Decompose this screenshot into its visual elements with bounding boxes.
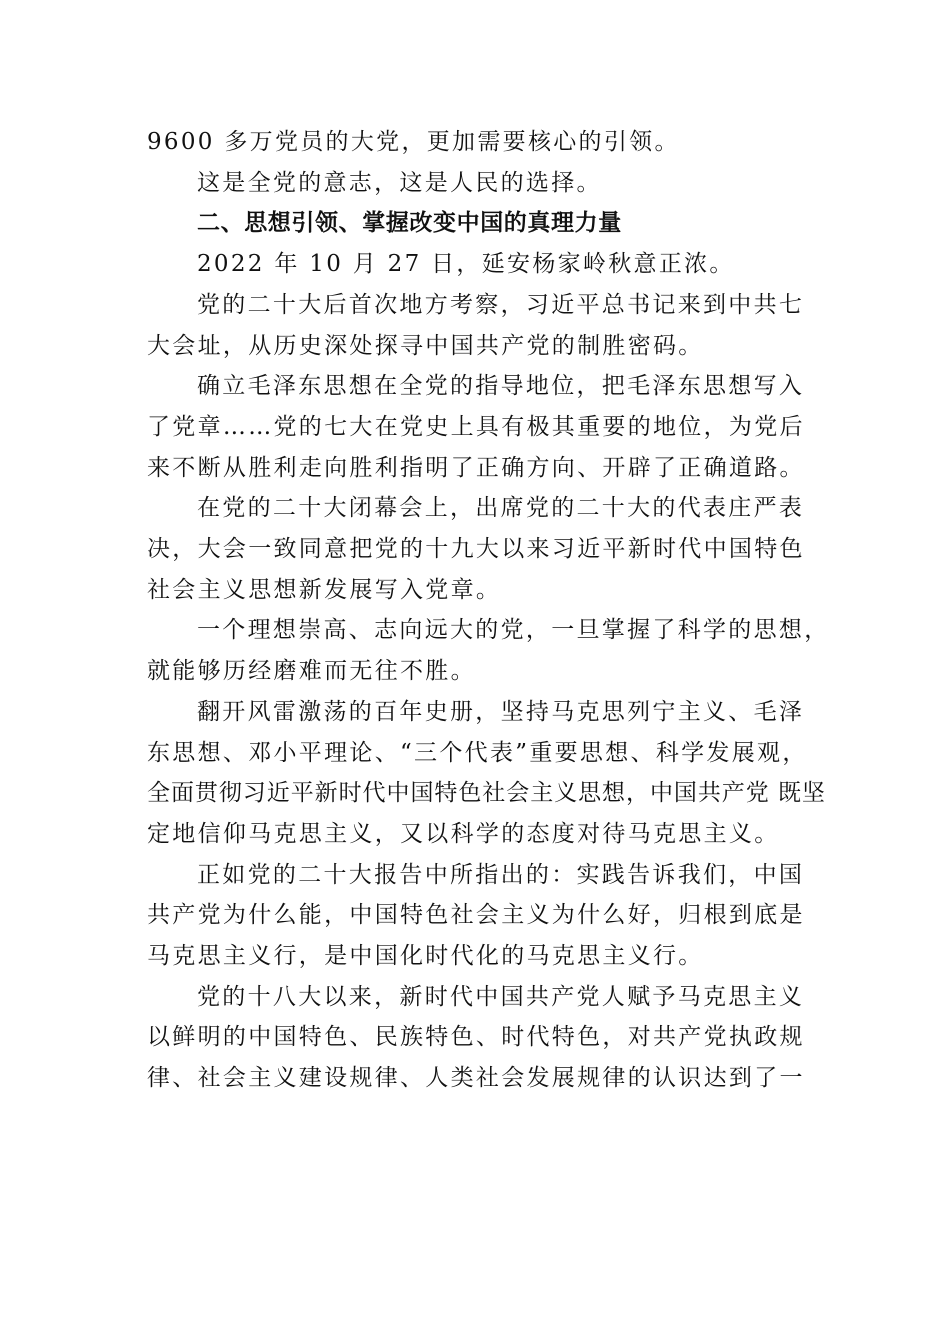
body-line: 全面贯彻习近平新时代中国特色社会主义思想，中国共产党 既坚: [147, 780, 826, 806]
paragraph-first-line: 党的十八大以来，新时代中国共产党人赋予马克思主义: [197, 984, 805, 1010]
body-line: 9600 多万党员的大党，更加需要核心的引领。: [147, 129, 680, 155]
paragraph-first-line: 2022 年 10 月 27 日，延安杨家岭秋意正浓。: [197, 251, 735, 277]
body-line: 了党章……党的七大在党史上具有极其重要的地位，为党后: [147, 414, 805, 440]
paragraph-first-line: 正如党的二十大报告中所指出的：实践告诉我们，中国: [197, 862, 805, 888]
body-line: 东思想、邓小平理论、“三个代表”重要思想、科学发展观，: [147, 740, 808, 766]
paragraph-first-line: 确立毛泽东思想在全党的指导地位，把毛泽东思想写入: [197, 373, 805, 399]
body-line: 社会主义思想新发展写入党章。: [147, 577, 502, 603]
body-line: 决，大会一致同意把党的十九大以来习近平新时代中国特色: [147, 536, 805, 562]
body-line: 来不断从胜利走向胜利指明了正确方向、开辟了正确道路。: [147, 455, 805, 481]
body-line: 马克思主义行，是中国化时代化的马克思主义行。: [147, 943, 704, 969]
body-line: 律、社会主义建设规律、人类社会发展规律的认识达到了一: [147, 1065, 805, 1091]
paragraph-first-line: 在党的二十大闭幕会上，出席党的二十大的代表庄严表: [197, 495, 805, 521]
paragraph-first-line: 这是全党的意志，这是人民的选择。: [197, 170, 602, 196]
body-line: 以鲜明的中国特色、民族特色、时代特色，对共产党执政规: [147, 1024, 805, 1050]
section-heading: 二、思想引领、掌握改变中国的真理力量: [197, 210, 622, 236]
paragraph-first-line: 党的二十大后首次地方考察，习近平总书记来到中共七: [197, 292, 805, 318]
paragraph-first-line: 一个理想崇高、志向远大的党，一旦掌握了科学的思想，: [197, 617, 830, 643]
paragraph-first-line: 翻开风雷激荡的百年史册，坚持马克思列宁主义、毛泽: [197, 699, 805, 725]
body-line: 就能够历经磨难而无往不胜。: [147, 658, 476, 684]
body-line: 共产党为什么能，中国特色社会主义为什么好，归根到底是: [147, 902, 805, 928]
body-line: 定地信仰马克思主义，又以科学的态度对待马克思主义。: [147, 821, 780, 847]
body-line: 大会址，从历史深处探寻中国共产党的制胜密码。: [147, 333, 704, 359]
